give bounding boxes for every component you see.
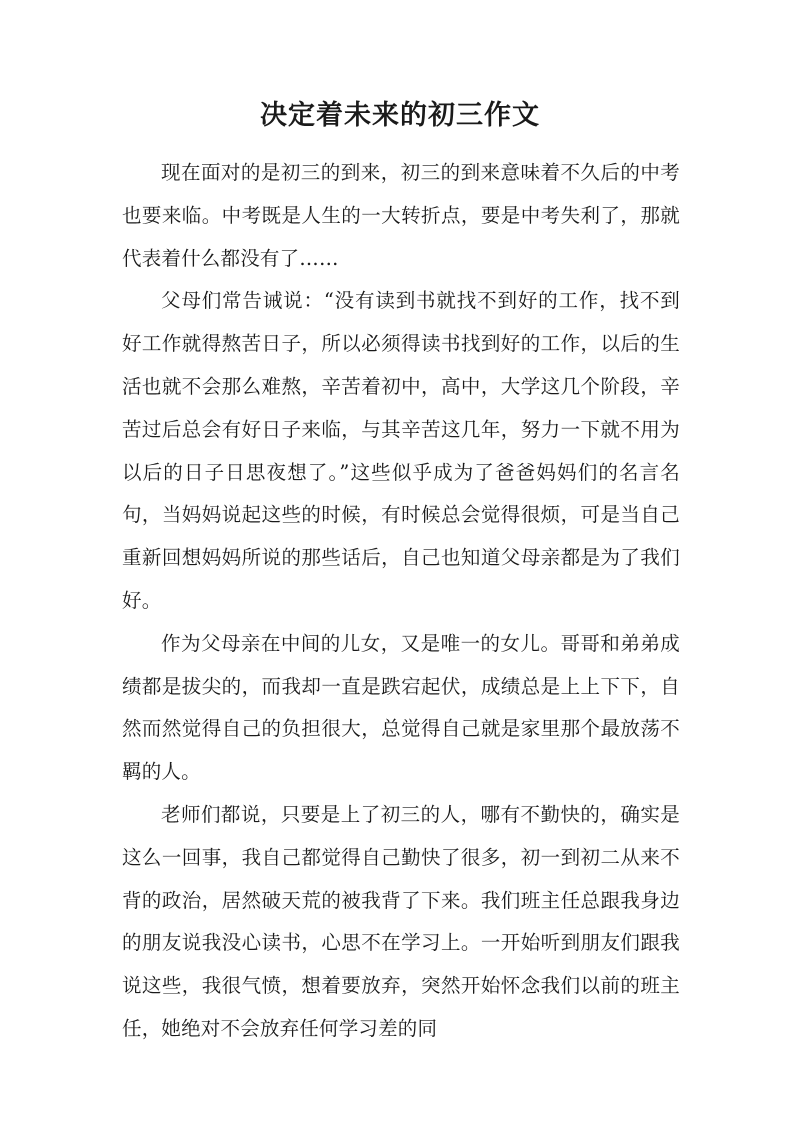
page-title: 决定着未来的初三作文	[260, 100, 540, 131]
paragraph-4: 老师们都说，只要是上了初三的人，哪有不勤快的，确实是这么一回事，我自己都觉得自己勤快了很多，初一到初二从来不背的政治，居然破天荒的被我背了下来。我们班主任总跟我身边的朋友说我没心读书，心思不在学习上。一开始听到朋友们跟我说这些，我很气愤，想着要放弃，突然开始怀念我们以前的班主任，她绝对不会放弃任何学习差的同	[122, 802, 680, 1040]
essay-body	[122, 152, 680, 1051]
paragraph-2: 父母们常告诫说：“没有读到书就找不到好的工作，找不到好工作就得熬苦日子，所以必须得读书找到好的工作，以后的生活也就不会那么难熬，辛苦着初中，高中，大学这几个阶段，辛苦过后总会有好日子来临，与其辛苦这几年，努力一下就不用为以后的日子日思夜想了。”这些似乎成为了爸爸妈妈们的名言名句，当妈妈说起这些的时候，有时候总会觉得很烦，可是当自己重新回想妈妈所说的那些话后，自己也知道父母亲都是为了我们好。	[122, 289, 680, 612]
paragraph-1: 现在面对的是初三的到来，初三的到来意味着不久后的中考也要来临。中考既是人生的一大转折点，要是中考失利了，那就代表着什么都没有了……	[122, 161, 680, 270]
paragraph-3: 作为父母亲在中间的儿女，又是唯一的女儿。哥哥和弟弟成绩都是拔尖的，而我却一直是跌宕起伏，成绩总是上上下下，自然而然觉得自己的负担很大，总觉得自己就是家里那个最放荡不羁的人。	[122, 631, 680, 784]
